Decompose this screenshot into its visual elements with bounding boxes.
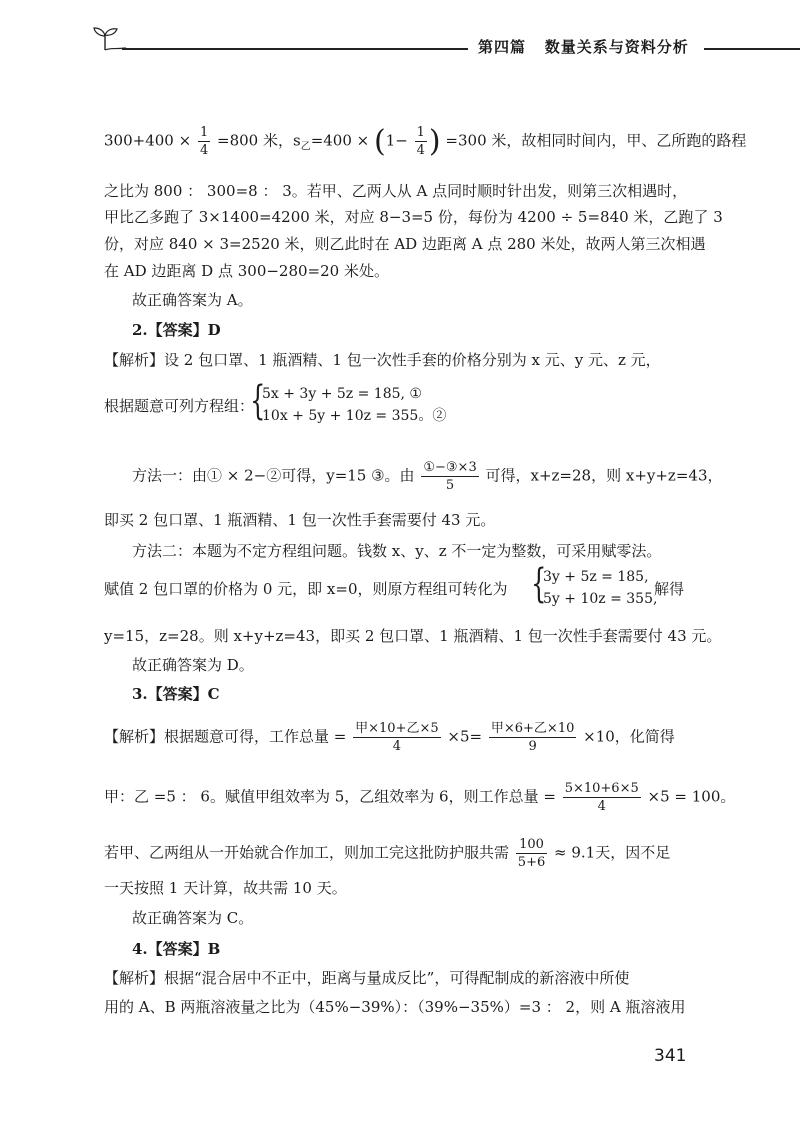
fraction: $\frac{1}{4}$	[199, 125, 209, 158]
text-line: 【解析】设 2 包口罩、1 瓶酒精、1 包一次性手套的价格分别为 x 元、y 元、z 元，	[104, 351, 661, 369]
text-line: 一天按照 1 天计算，故共需 10 天。	[104, 879, 347, 897]
fraction: $\frac{5\times 10+6\times 5}{4}$	[564, 781, 639, 814]
answer-line: 故正确答案为 C。	[132, 909, 254, 927]
brace: {	[250, 378, 266, 424]
answer-heading: 2.【答案】D	[132, 321, 221, 339]
text-line: 方法一：由① × 2−②可得，y=15 ③。由 $\frac{\text{①−③×3}}{5}$ 可得，x+z=28，则 x+y+z=43，	[132, 460, 723, 493]
text-line: 之比为 800 ： 300=8 ： 3。若甲、乙两人从 A 点同时顺时针出发，则第三次相遇时，	[104, 182, 688, 200]
equation-system: 5x + 3y + 5z = 185, ① 10x + 5y + 10z = 355。②	[262, 386, 447, 424]
answer-line: 故正确答案为 D。	[132, 656, 254, 674]
text-line: 份，对应 840 × 3=2520 米，则乙此时在 AD 边距离 A 点 280 米处，故两人第三次相遇	[104, 235, 706, 253]
equation-system: 3y + 5z = 185, 5y + 10z = 355,	[543, 569, 658, 607]
text-line: 若甲、乙两组从一开始就合作加工，则加工完这批防护服共需 $\frac{100}{5+6}$ ≈ 9.1天，因不足	[104, 837, 671, 870]
brace: {	[531, 561, 547, 607]
fraction: $\frac{1}{4}$	[416, 125, 425, 158]
text-line: y=15，z=28。则 x+y+z=43，即买 2 包口罩、1 瓶酒精、1 包一次性手套需要付 43 元。	[104, 627, 722, 645]
fraction: $\frac{\text{甲×10+乙×5}}{4}$	[355, 721, 439, 754]
fraction: $\frac{\text{①−③×3}}{5}$	[423, 460, 477, 493]
text-line: 甲比乙多跑了 3×1400=4200 米，对应 8−3=5 份，每份为 4200 ÷ 5=840 米，乙跑了 3	[104, 208, 723, 226]
text-line: 即买 2 包口罩、1 瓶酒精、1 包一次性手套需要付 43 元。	[104, 511, 496, 529]
text-line: 根据题意可列方程组：	[104, 397, 255, 415]
text-line: 解得	[654, 580, 685, 598]
header-title: 第四篇 数量关系与资料分析	[478, 38, 689, 56]
page-number: 341	[654, 1046, 687, 1066]
header-rule-right	[704, 48, 800, 50]
text-line: 方法二：本题为不定方程组问题。钱数 x、y、z 不一定为整数，可采用赋零法。	[132, 542, 662, 560]
text-line: 在 AD 边距离 D 点 300−280=20 米处。	[104, 262, 389, 280]
text-line: 甲：乙 =5 ： 6。赋值甲组效率为 5，乙组效率为 6，则工作总量 = $\frac{5\times 10+6\times 5}{4}$ ×5 = 100。	[104, 781, 736, 814]
sprout-icon	[92, 26, 126, 52]
fraction: $\frac{\text{甲×6+乙×10}}{9}$	[490, 721, 575, 754]
text-line: 【解析】根据题意可得，工作总量 = $\frac{\text{甲×10+乙×5}}{4}$ ×5= $\frac{\text{甲×6+乙×10}}{9}$ ×10，化简得	[104, 721, 675, 754]
fraction: $\frac{100}{5+6}$	[517, 837, 546, 870]
text-line: 赋值 2 包口罩的价格为 0 元，即 x=0，则原方程组可转化为	[104, 580, 508, 598]
answer-heading: 4.【答案】B	[132, 940, 221, 958]
answer-line: 故正确答案为 A。	[132, 291, 253, 309]
text-line: 【解析】根据“混合居中不正中，距离与量成反比”，可得配制成的新溶液中所使	[104, 969, 630, 987]
answer-heading: 3.【答案】C	[132, 685, 220, 703]
text-line: 300+400 × $\frac{1}{4}$ =800 米，$s_乙=400 \times (1-$ $\frac{1}{4}$ ) =300 米，故相同时间内，甲、乙所跑的路程	[104, 124, 747, 159]
running-header	[92, 26, 800, 66]
text-line: 用的 A、B 两瓶溶液量之比为（45%−39%）：（39%−35%）=3 ： 2，则 A 瓶溶液用	[104, 998, 686, 1016]
header-rule-left	[122, 48, 468, 50]
